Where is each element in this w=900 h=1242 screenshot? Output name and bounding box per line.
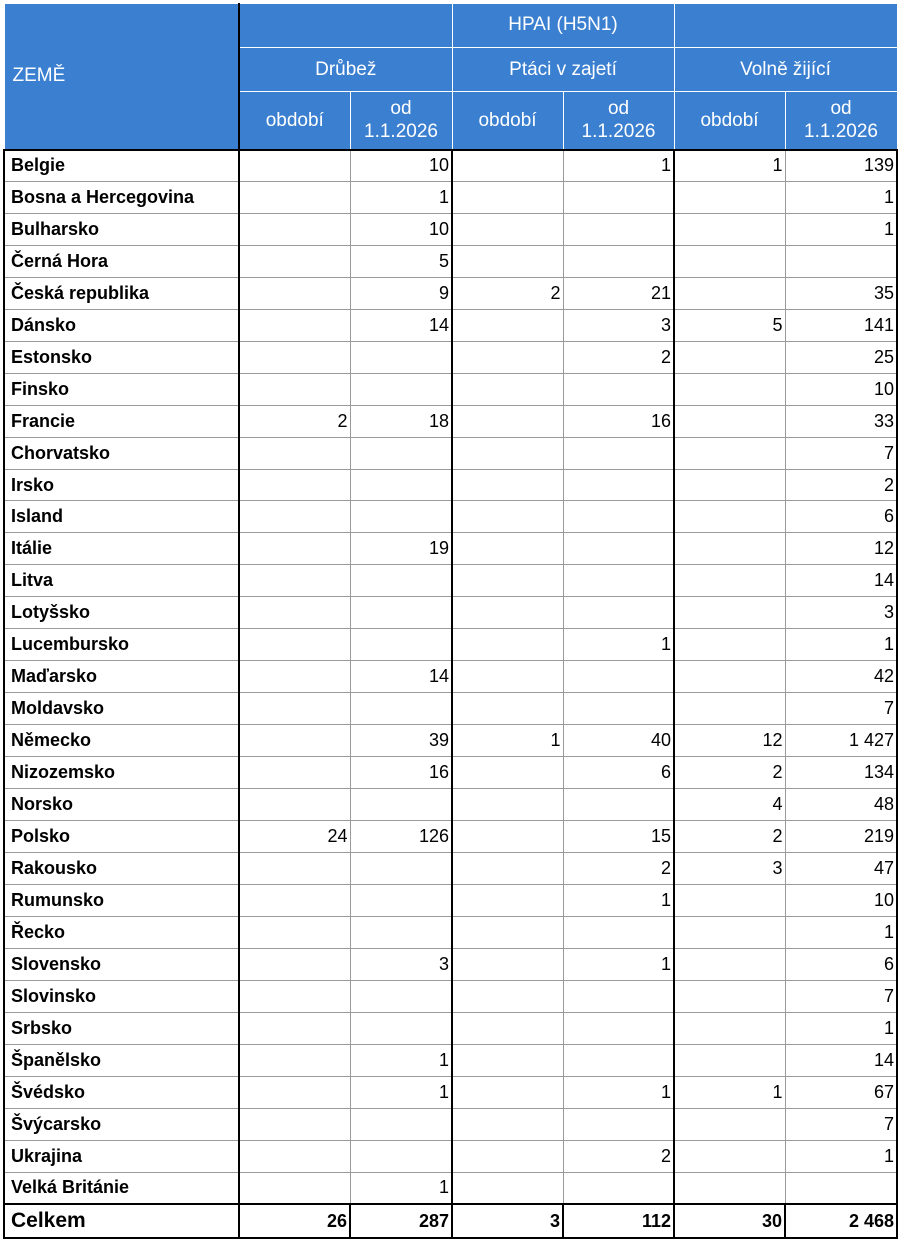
country-name: Litva bbox=[4, 565, 239, 597]
value-cell: 1 bbox=[563, 884, 674, 916]
country-name: Slovinsko bbox=[4, 980, 239, 1012]
category-header-poultry: Drůbež bbox=[239, 48, 452, 92]
value-cell bbox=[350, 597, 452, 629]
value-cell bbox=[452, 789, 563, 821]
value-cell: 10 bbox=[785, 884, 897, 916]
value-cell bbox=[239, 533, 350, 565]
value-cell: 2 bbox=[239, 405, 350, 437]
country-name: Lotyšsko bbox=[4, 597, 239, 629]
value-cell bbox=[350, 789, 452, 821]
country-name: Belgie bbox=[4, 150, 239, 182]
value-cell: 24 bbox=[239, 821, 350, 853]
subheader-since: od 1.1.2026 bbox=[563, 92, 674, 150]
value-cell bbox=[674, 884, 785, 916]
value-cell bbox=[563, 1012, 674, 1044]
value-cell bbox=[452, 533, 563, 565]
value-cell bbox=[239, 1172, 350, 1204]
value-cell bbox=[674, 597, 785, 629]
value-cell bbox=[452, 309, 563, 341]
value-cell bbox=[350, 884, 452, 916]
value-cell: 16 bbox=[563, 405, 674, 437]
value-cell bbox=[785, 245, 897, 277]
value-cell bbox=[452, 629, 563, 661]
value-cell: 7 bbox=[785, 437, 897, 469]
value-cell bbox=[239, 565, 350, 597]
total-cell: 30 bbox=[674, 1204, 785, 1238]
total-cell: 112 bbox=[563, 1204, 674, 1238]
value-cell: 18 bbox=[350, 405, 452, 437]
value-cell: 1 bbox=[563, 948, 674, 980]
value-cell: 39 bbox=[350, 725, 452, 757]
country-name: Moldavsko bbox=[4, 693, 239, 725]
value-cell: 12 bbox=[785, 533, 897, 565]
country-name: Slovensko bbox=[4, 948, 239, 980]
value-cell: 1 bbox=[785, 916, 897, 948]
value-cell bbox=[563, 245, 674, 277]
value-cell bbox=[239, 150, 350, 182]
value-cell bbox=[563, 437, 674, 469]
table-row bbox=[4, 405, 897, 437]
country-name: Irsko bbox=[4, 469, 239, 501]
value-cell bbox=[563, 1044, 674, 1076]
value-cell bbox=[674, 213, 785, 245]
value-cell: 10 bbox=[785, 373, 897, 405]
value-cell: 14 bbox=[350, 309, 452, 341]
group-header-blank-right bbox=[674, 4, 897, 48]
value-cell bbox=[350, 916, 452, 948]
country-name: Finsko bbox=[4, 373, 239, 405]
value-cell bbox=[239, 1140, 350, 1172]
subheader-period: období bbox=[239, 92, 350, 150]
value-cell: 47 bbox=[785, 852, 897, 884]
table-row bbox=[4, 1140, 897, 1172]
country-name: Estonsko bbox=[4, 341, 239, 373]
country-name: Ukrajina bbox=[4, 1140, 239, 1172]
hpai-table bbox=[3, 3, 898, 1239]
value-cell: 2 bbox=[563, 852, 674, 884]
value-cell: 5 bbox=[350, 245, 452, 277]
subheader-period: období bbox=[452, 92, 563, 150]
value-cell: 1 bbox=[563, 1076, 674, 1108]
value-cell bbox=[452, 181, 563, 213]
value-cell bbox=[239, 661, 350, 693]
table-row bbox=[4, 693, 897, 725]
table-row bbox=[4, 1076, 897, 1108]
value-cell bbox=[563, 597, 674, 629]
value-cell bbox=[452, 884, 563, 916]
value-cell: 1 427 bbox=[785, 725, 897, 757]
value-cell bbox=[674, 501, 785, 533]
value-cell bbox=[239, 725, 350, 757]
value-cell bbox=[350, 437, 452, 469]
value-cell bbox=[674, 1172, 785, 1204]
value-cell bbox=[563, 693, 674, 725]
value-cell: 19 bbox=[350, 533, 452, 565]
value-cell bbox=[452, 150, 563, 182]
value-cell bbox=[563, 469, 674, 501]
value-cell: 14 bbox=[785, 1044, 897, 1076]
value-cell: 2 bbox=[674, 757, 785, 789]
value-cell bbox=[674, 245, 785, 277]
value-cell bbox=[452, 1044, 563, 1076]
value-cell bbox=[239, 693, 350, 725]
table-row bbox=[4, 661, 897, 693]
value-cell: 1 bbox=[674, 150, 785, 182]
value-cell bbox=[674, 405, 785, 437]
value-cell bbox=[674, 629, 785, 661]
table-row bbox=[4, 181, 897, 213]
table-row bbox=[4, 1044, 897, 1076]
value-cell bbox=[674, 533, 785, 565]
value-cell bbox=[239, 916, 350, 948]
value-cell bbox=[239, 1076, 350, 1108]
value-cell: 14 bbox=[785, 565, 897, 597]
value-cell bbox=[452, 852, 563, 884]
subheader-since: od 1.1.2026 bbox=[785, 92, 897, 150]
value-cell bbox=[452, 565, 563, 597]
value-cell bbox=[452, 341, 563, 373]
value-cell bbox=[674, 181, 785, 213]
value-cell: 7 bbox=[785, 693, 897, 725]
value-cell bbox=[239, 629, 350, 661]
country-name: Švédsko bbox=[4, 1076, 239, 1108]
value-cell bbox=[563, 789, 674, 821]
value-cell bbox=[239, 852, 350, 884]
table-row bbox=[4, 213, 897, 245]
value-cell: 1 bbox=[785, 213, 897, 245]
table-row bbox=[4, 277, 897, 309]
table-row bbox=[4, 980, 897, 1012]
value-cell bbox=[239, 597, 350, 629]
value-cell bbox=[350, 341, 452, 373]
value-cell: 3 bbox=[563, 309, 674, 341]
table-row bbox=[4, 725, 897, 757]
value-cell: 7 bbox=[785, 980, 897, 1012]
value-cell bbox=[674, 693, 785, 725]
total-cell: 2 468 bbox=[785, 1204, 897, 1238]
country-name: Francie bbox=[4, 405, 239, 437]
value-cell bbox=[350, 1140, 452, 1172]
value-cell bbox=[674, 341, 785, 373]
table-row bbox=[4, 373, 897, 405]
value-cell bbox=[452, 373, 563, 405]
country-name: Švýcarsko bbox=[4, 1108, 239, 1140]
value-cell bbox=[674, 437, 785, 469]
country-name: Polsko bbox=[4, 821, 239, 853]
country-name: Rumunsko bbox=[4, 884, 239, 916]
value-cell: 48 bbox=[785, 789, 897, 821]
value-cell bbox=[239, 277, 350, 309]
country-name: Lucembursko bbox=[4, 629, 239, 661]
value-cell bbox=[350, 693, 452, 725]
value-cell bbox=[563, 533, 674, 565]
value-cell bbox=[239, 181, 350, 213]
table-row bbox=[4, 150, 897, 182]
table-row bbox=[4, 1108, 897, 1140]
value-cell bbox=[452, 469, 563, 501]
value-cell bbox=[452, 501, 563, 533]
country-name: Španělsko bbox=[4, 1044, 239, 1076]
total-cell: 287 bbox=[350, 1204, 452, 1238]
country-name: Norsko bbox=[4, 789, 239, 821]
value-cell: 10 bbox=[350, 213, 452, 245]
value-cell bbox=[350, 1108, 452, 1140]
table-row bbox=[4, 916, 897, 948]
category-header-wild-birds: Volně žijící bbox=[674, 48, 897, 92]
value-cell: 33 bbox=[785, 405, 897, 437]
value-cell: 1 bbox=[350, 1172, 452, 1204]
value-cell bbox=[674, 373, 785, 405]
value-cell: 126 bbox=[350, 821, 452, 853]
value-cell bbox=[239, 501, 350, 533]
value-cell: 5 bbox=[674, 309, 785, 341]
country-name: Rakousko bbox=[4, 852, 239, 884]
value-cell bbox=[239, 469, 350, 501]
group-header-title: HPAI (H5N1) bbox=[452, 4, 674, 48]
table-row bbox=[4, 469, 897, 501]
value-cell bbox=[674, 1108, 785, 1140]
table-row bbox=[4, 629, 897, 661]
table-row bbox=[4, 852, 897, 884]
value-cell: 3 bbox=[350, 948, 452, 980]
table-row bbox=[4, 789, 897, 821]
value-cell bbox=[452, 1108, 563, 1140]
table-row bbox=[4, 245, 897, 277]
table-row bbox=[4, 597, 897, 629]
value-cell bbox=[239, 948, 350, 980]
value-cell bbox=[563, 501, 674, 533]
country-name: Island bbox=[4, 501, 239, 533]
value-cell bbox=[563, 181, 674, 213]
value-cell: 1 bbox=[563, 629, 674, 661]
value-cell: 1 bbox=[350, 1044, 452, 1076]
value-cell bbox=[563, 373, 674, 405]
value-cell bbox=[350, 373, 452, 405]
value-cell bbox=[452, 916, 563, 948]
country-name: Bulharsko bbox=[4, 213, 239, 245]
value-cell: 2 bbox=[563, 341, 674, 373]
country-name: Česká republika bbox=[4, 277, 239, 309]
country-column-header: ZEMĚ bbox=[4, 4, 239, 150]
value-cell bbox=[452, 661, 563, 693]
country-name: Řecko bbox=[4, 916, 239, 948]
total-label: Celkem bbox=[4, 1204, 239, 1238]
country-name: Srbsko bbox=[4, 1012, 239, 1044]
value-cell: 1 bbox=[785, 1140, 897, 1172]
value-cell: 1 bbox=[563, 150, 674, 182]
country-name: Bosna a Hercegovina bbox=[4, 181, 239, 213]
value-cell bbox=[563, 1172, 674, 1204]
value-cell bbox=[563, 565, 674, 597]
value-cell: 134 bbox=[785, 757, 897, 789]
value-cell: 2 bbox=[674, 821, 785, 853]
country-name: Černá Hora bbox=[4, 245, 239, 277]
value-cell bbox=[785, 1172, 897, 1204]
value-cell bbox=[239, 757, 350, 789]
value-cell bbox=[452, 245, 563, 277]
value-cell: 139 bbox=[785, 150, 897, 182]
value-cell bbox=[452, 1140, 563, 1172]
value-cell: 25 bbox=[785, 341, 897, 373]
value-cell: 10 bbox=[350, 150, 452, 182]
value-cell bbox=[674, 661, 785, 693]
value-cell bbox=[452, 597, 563, 629]
value-cell bbox=[239, 980, 350, 1012]
value-cell: 3 bbox=[785, 597, 897, 629]
table-row bbox=[4, 1012, 897, 1044]
value-cell bbox=[239, 341, 350, 373]
value-cell bbox=[239, 1108, 350, 1140]
value-cell bbox=[452, 821, 563, 853]
table-row bbox=[4, 757, 897, 789]
country-name: Maďarsko bbox=[4, 661, 239, 693]
value-cell bbox=[563, 1108, 674, 1140]
value-cell bbox=[350, 501, 452, 533]
value-cell: 42 bbox=[785, 661, 897, 693]
value-cell: 2 bbox=[563, 1140, 674, 1172]
value-cell bbox=[239, 245, 350, 277]
total-cell: 3 bbox=[452, 1204, 563, 1238]
value-cell bbox=[563, 213, 674, 245]
value-cell: 14 bbox=[350, 661, 452, 693]
value-cell: 6 bbox=[785, 501, 897, 533]
value-cell bbox=[452, 980, 563, 1012]
country-name: Nizozemsko bbox=[4, 757, 239, 789]
value-cell bbox=[674, 980, 785, 1012]
value-cell bbox=[674, 277, 785, 309]
table-row bbox=[4, 565, 897, 597]
value-cell: 1 bbox=[785, 181, 897, 213]
value-cell: 6 bbox=[563, 757, 674, 789]
group-header-blank-left bbox=[239, 4, 452, 48]
value-cell bbox=[350, 852, 452, 884]
total-cell: 26 bbox=[239, 1204, 350, 1238]
value-cell bbox=[674, 1044, 785, 1076]
value-cell bbox=[239, 373, 350, 405]
value-cell bbox=[350, 629, 452, 661]
value-cell: 141 bbox=[785, 309, 897, 341]
value-cell: 1 bbox=[350, 1076, 452, 1108]
country-name: Dánsko bbox=[4, 309, 239, 341]
value-cell: 6 bbox=[785, 948, 897, 980]
value-cell bbox=[563, 980, 674, 1012]
value-cell bbox=[239, 884, 350, 916]
value-cell: 2 bbox=[785, 469, 897, 501]
value-cell bbox=[674, 948, 785, 980]
value-cell bbox=[452, 437, 563, 469]
value-cell: 1 bbox=[350, 181, 452, 213]
total-row bbox=[4, 1204, 897, 1238]
value-cell: 16 bbox=[350, 757, 452, 789]
value-cell: 40 bbox=[563, 725, 674, 757]
value-cell: 35 bbox=[785, 277, 897, 309]
value-cell bbox=[452, 1076, 563, 1108]
value-cell bbox=[563, 916, 674, 948]
value-cell: 2 bbox=[452, 277, 563, 309]
table-row bbox=[4, 533, 897, 565]
value-cell: 7 bbox=[785, 1108, 897, 1140]
value-cell bbox=[350, 565, 452, 597]
value-cell bbox=[674, 916, 785, 948]
value-cell bbox=[239, 437, 350, 469]
value-cell: 21 bbox=[563, 277, 674, 309]
value-cell bbox=[452, 948, 563, 980]
value-cell bbox=[674, 1140, 785, 1172]
table-row bbox=[4, 309, 897, 341]
table-body bbox=[4, 150, 897, 1205]
value-cell bbox=[239, 1044, 350, 1076]
value-cell bbox=[674, 565, 785, 597]
value-cell: 3 bbox=[674, 852, 785, 884]
value-cell: 15 bbox=[563, 821, 674, 853]
value-cell bbox=[239, 789, 350, 821]
value-cell bbox=[350, 980, 452, 1012]
country-name: Velká Británie bbox=[4, 1172, 239, 1204]
table-row bbox=[4, 437, 897, 469]
category-header-captive-birds: Ptáci v zajetí bbox=[452, 48, 674, 92]
value-cell: 12 bbox=[674, 725, 785, 757]
value-cell bbox=[350, 469, 452, 501]
value-cell: 219 bbox=[785, 821, 897, 853]
value-cell: 1 bbox=[785, 1012, 897, 1044]
value-cell bbox=[452, 213, 563, 245]
table-row bbox=[4, 1172, 897, 1204]
value-cell bbox=[239, 213, 350, 245]
value-cell bbox=[239, 309, 350, 341]
value-cell: 67 bbox=[785, 1076, 897, 1108]
value-cell bbox=[350, 1012, 452, 1044]
value-cell bbox=[452, 1172, 563, 1204]
subheader-period: období bbox=[674, 92, 785, 150]
value-cell: 9 bbox=[350, 277, 452, 309]
table-row bbox=[4, 821, 897, 853]
value-cell: 1 bbox=[452, 725, 563, 757]
country-name: Chorvatsko bbox=[4, 437, 239, 469]
table-row bbox=[4, 341, 897, 373]
country-name: Německo bbox=[4, 725, 239, 757]
value-cell bbox=[563, 661, 674, 693]
value-cell bbox=[674, 1012, 785, 1044]
country-name: Itálie bbox=[4, 533, 239, 565]
table-row bbox=[4, 948, 897, 980]
value-cell bbox=[452, 405, 563, 437]
value-cell bbox=[452, 1012, 563, 1044]
table-row bbox=[4, 501, 897, 533]
value-cell bbox=[239, 1012, 350, 1044]
value-cell: 1 bbox=[785, 629, 897, 661]
table-row bbox=[4, 884, 897, 916]
value-cell bbox=[452, 693, 563, 725]
value-cell bbox=[452, 757, 563, 789]
value-cell bbox=[674, 469, 785, 501]
value-cell: 1 bbox=[674, 1076, 785, 1108]
value-cell: 4 bbox=[674, 789, 785, 821]
subheader-since: od 1.1.2026 bbox=[350, 92, 452, 150]
